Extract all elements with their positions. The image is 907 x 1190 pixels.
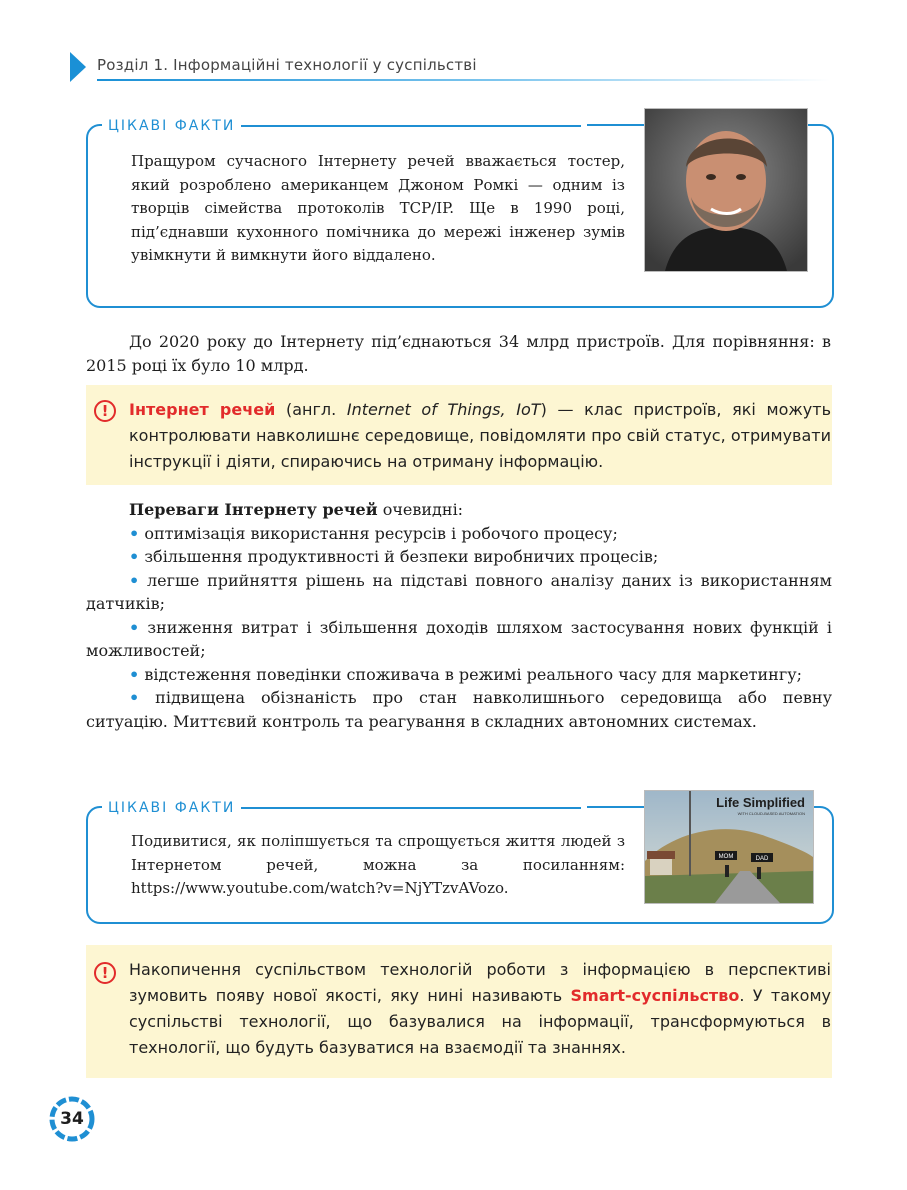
- bullet-icon: •: [129, 664, 140, 684]
- page-number: 34: [60, 1109, 84, 1129]
- bullet-icon: •: [129, 547, 140, 566]
- benefit-text: зниження витрат і збільшення доходів шляхом застосування нових функцій і можливостей;: [86, 617, 832, 660]
- definition-1-rest: — клас пристроїв, які можуть контролювати навколишнє середовище, повідомляти про свій статус, отримувати інструкції і діяти, спираючись на отриману інформацію.: [129, 400, 832, 471]
- list-item: [86, 522, 832, 546]
- intro-paragraph: [86, 330, 831, 377]
- portrait-photo: [644, 108, 808, 272]
- facts-box-2-title: [102, 797, 587, 819]
- list-item: [86, 686, 832, 733]
- bullet-icon: •: [129, 523, 140, 543]
- paren-open: (англ.: [275, 400, 347, 419]
- sign-mom: MOM: [718, 854, 734, 860]
- facts-box-2-text: Подивитися, як поліпшується та спрощується життя людей з Інтернетом речей, можна за посиланням: https://www.youtube.com/watch?v=NjYTzvAVozo.: [131, 832, 625, 897]
- list-item: [86, 545, 832, 569]
- facts-box-1-title: [102, 115, 587, 137]
- warning-icon: !: [94, 400, 116, 422]
- chapter-title: Розділ 1. Інформаційні технології у суспільстві: [97, 56, 477, 74]
- title-dash: [241, 807, 581, 809]
- warning-icon: !: [94, 962, 116, 984]
- list-item: [86, 663, 832, 687]
- benefit-text: оптимізація використання ресурсів і робочого процесу;: [144, 523, 618, 543]
- benefits-heading-tail: очевидні:: [377, 500, 464, 519]
- portrait-image: [645, 109, 807, 271]
- list-item: [86, 616, 832, 663]
- chapter-header: [70, 52, 830, 82]
- header-triangle-icon: [70, 52, 86, 82]
- title-dash: [241, 125, 581, 127]
- benefits-heading: [86, 498, 832, 522]
- list-item: [86, 569, 832, 616]
- bullet-icon: •: [129, 617, 140, 637]
- intro-text: До 2020 року до Інтернету під’єднаються 34 млрд пристроїв. Для порівняння: в 2015 році їх було 10 млрд.: [86, 332, 831, 375]
- definition-1-text: [129, 397, 831, 475]
- video-thumbnail[interactable]: [644, 790, 814, 904]
- benefits-heading-bold: Переваги Інтернету речей: [129, 500, 378, 519]
- benefit-text: збільшення продуктивності й безпеки виробничих процесів;: [144, 547, 659, 566]
- bullet-icon: •: [129, 570, 140, 590]
- facts-box-1-text: Пращуром сучасного Інтернету речей вважається тостер, який розроблено американцем Джоном Ромкі — одним із творців сімейства протоколів TCP/IP. Ще в 1990 році, під’єднавши кухонного помічника до мережі інженер зумів увімкнути й вимкнути його віддалено.: [131, 152, 625, 264]
- video-thumbnail-image: [645, 791, 813, 903]
- page-number-badge: [48, 1095, 96, 1143]
- benefit-text: підвищена обізнаність про стан навколишнього середовища або певну ситуацію. Миттєвий контроль та реагування в складних автономних системах.: [86, 688, 832, 731]
- paren-close: ): [540, 400, 547, 419]
- thumbnail-title: Life Simplified: [716, 795, 805, 810]
- thumbnail-subtitle: WITH CLOUD-BASED AUTOMATION: [737, 811, 805, 816]
- definition-2-after: . У такому суспільстві технології, що базувалися на інформації, трансформуються в технології, що будуть базуватися на взаємодії та знаннях.: [129, 986, 832, 1057]
- benefits-list: [86, 498, 832, 733]
- term-english: Internet of Things, IoT: [346, 400, 541, 419]
- facts-label: ЦІКАВІ ФАКТИ: [108, 118, 236, 134]
- benefit-text: відстеження поведінки споживача в режимі реального часу для маркетингу;: [144, 664, 803, 684]
- term-iot: Інтернет речей: [129, 400, 276, 419]
- header-divider: [97, 79, 830, 81]
- benefit-text: легше прийняття рішень на підставі повного аналізу даних із використанням датчиків;: [86, 570, 832, 613]
- definition-2-before: Накопичення суспільством технологій роботи з інформацією в перспективі зумовить появу нової якості, яку нині називають: [129, 960, 831, 1005]
- facts-label: ЦІКАВІ ФАКТИ: [108, 800, 236, 816]
- definition-block-2: [86, 945, 832, 1078]
- sign-dad: DAD: [755, 856, 769, 862]
- definition-block-1: [86, 385, 832, 485]
- bullet-icon: •: [129, 688, 140, 707]
- term-smart-society: Smart-суспільство: [570, 986, 740, 1005]
- definition-2-text: [129, 957, 831, 1061]
